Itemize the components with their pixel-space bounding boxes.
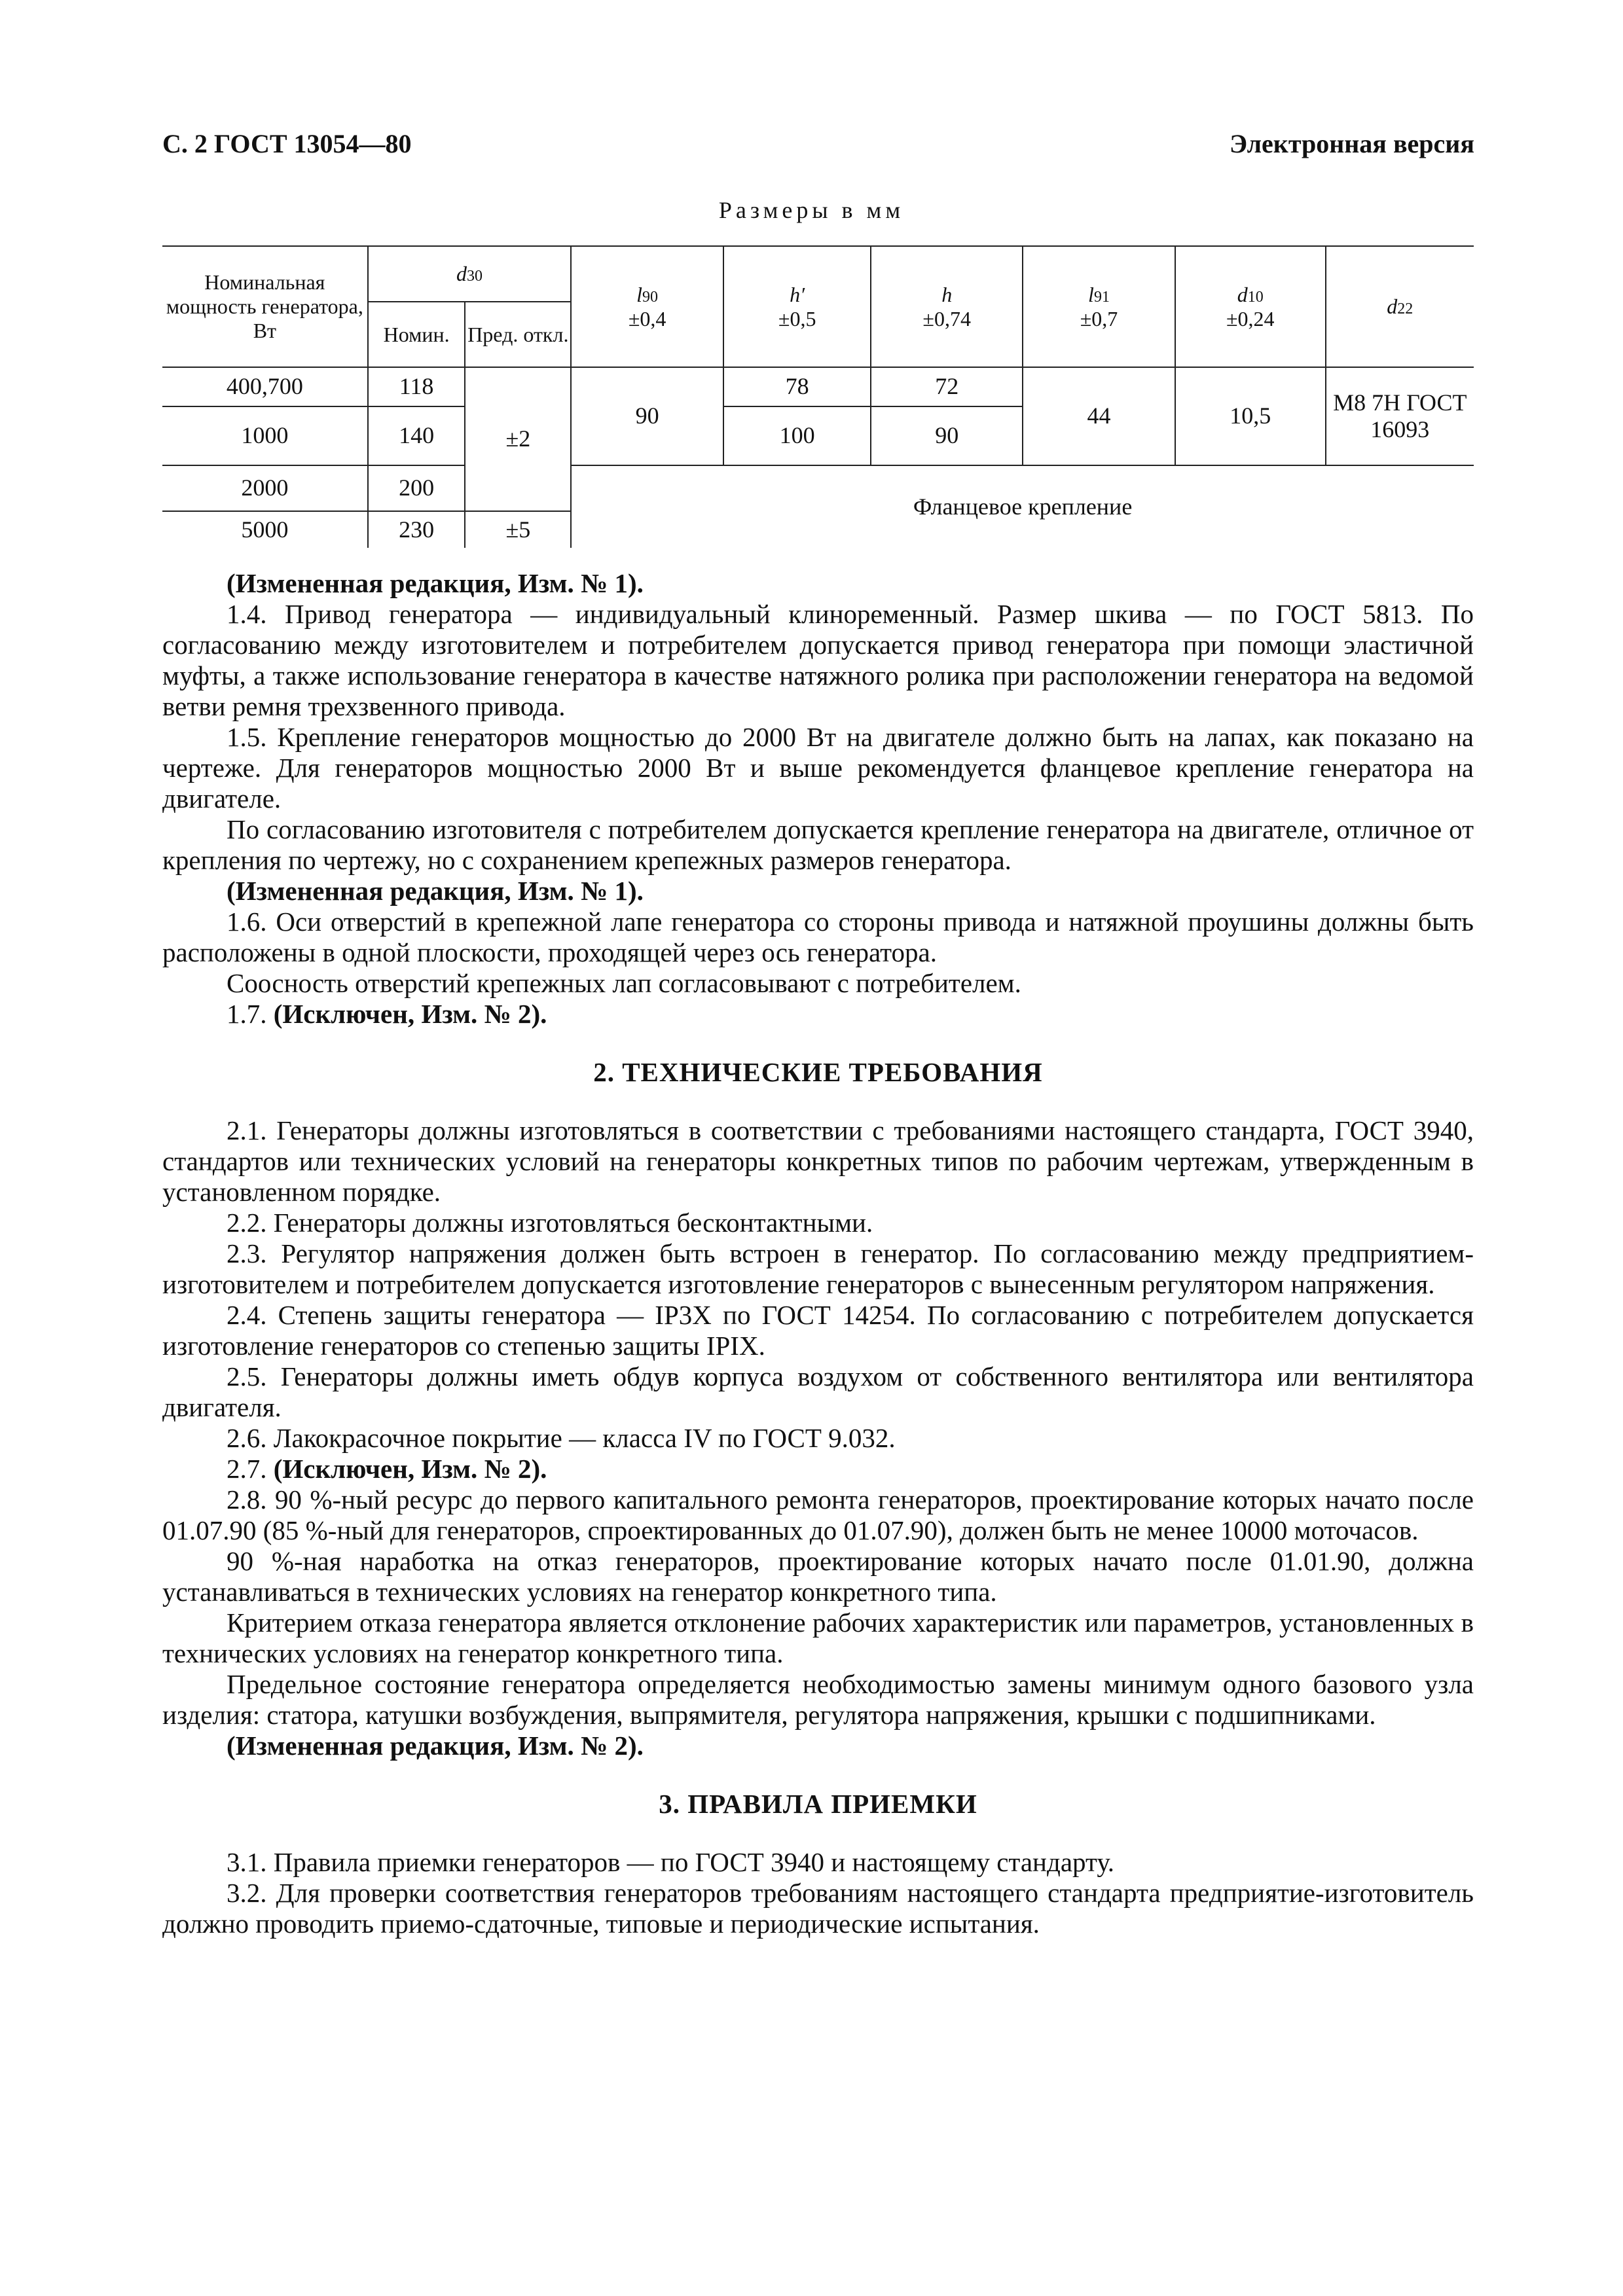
table-units-caption: Размеры в мм: [718, 197, 905, 223]
cell-d30-nominal: 230: [368, 511, 465, 548]
cell-power: 400,700: [162, 367, 368, 406]
header-d10-subscript: 10: [1247, 288, 1264, 306]
cell-h-prime: 100: [723, 406, 871, 465]
header-d22-subscript: 22: [1397, 300, 1413, 318]
header-h-prime-tolerance: ±0,5: [778, 306, 816, 331]
paragraph: Критерием отказа генератора является отклонение рабочих характеристик или параметров, установленных в технических условиях на генератор конкретного типа.: [162, 1607, 1474, 1668]
header-d22: [1326, 246, 1474, 367]
excluded-note: (Исключен, Изм. № 2).: [273, 999, 547, 1029]
amendment-note: (Измененная редакция, Изм. № 1).: [227, 876, 644, 906]
clause-number: 1.7.: [227, 999, 274, 1029]
paragraph: [162, 999, 1474, 1030]
body-text: [162, 568, 1474, 1939]
header-l91-subscript: 91: [1093, 288, 1110, 306]
table-row: [162, 367, 1474, 406]
header-d30-tolerance: Пред. откл.: [465, 302, 571, 367]
cell-flange-mount: Фланцевое крепление: [571, 465, 1474, 548]
header-h-tolerance: ±0,74: [922, 306, 971, 331]
cell-d30-tolerance: ±5: [465, 511, 571, 548]
paragraph: По согласованию изготовителя с потребителем допускается крепление генератора на двигателе, отличное от крепления по чертежу, но с сохранением крепежных размеров генератора.: [162, 814, 1474, 875]
header-h-prime-symbol: h′: [790, 282, 805, 306]
cell-l91-shared: 44: [1023, 367, 1175, 465]
cell-power: 5000: [162, 511, 368, 548]
header-l90-tolerance: ±0,4: [628, 306, 666, 331]
cell-h: 72: [871, 367, 1023, 406]
cell-power: 2000: [162, 465, 368, 511]
header-l90-symbol: l: [636, 282, 643, 306]
paragraph: 2.4. Степень защиты генератора — IP3X по ГОСТ 14254. По согласованию с потребителем допускается изготовление генераторов со степенью защиты IPIX.: [162, 1300, 1474, 1361]
page-header: [162, 128, 1474, 168]
header-h-prime: [723, 246, 871, 367]
paragraph: 1.5. Крепление генераторов мощностью до 2000 Вт на двигателе должно быть на лапах, как показано на чертеже. Для генераторов мощностью 2000 Вт и выше рекомендуется фланцевое крепление генератора на двигателе.: [162, 722, 1474, 814]
paragraph: 3.2. Для проверки соответствия генераторов требованиям настоящего стандарта предприятие-изготовитель должно проводить приемо-сдаточные, типовые и периодические испытания.: [162, 1878, 1474, 1939]
header-d30-symbol: d: [456, 262, 467, 286]
cell-l90-shared: 90: [571, 367, 723, 465]
paragraph: 2.3. Регулятор напряжения должен быть встроен в генератор. По согласованию между предприятием-изготовителем и потребителем допускается изготовление генераторов с вынесенным регулятором напряжения.: [162, 1238, 1474, 1299]
header-d10: [1175, 246, 1326, 367]
header-h: [871, 246, 1023, 367]
cell-d30-nominal: 118: [368, 367, 465, 406]
cell-h: 90: [871, 406, 1023, 465]
header-l91-tolerance: ±0,7: [1080, 306, 1118, 331]
header-version: Электронная версия: [1229, 129, 1474, 158]
paragraph: 2.8. 90 %-ный ресурс до первого капитального ремонта генераторов, проектирование которых начато после 01.07.90 (85 %-ный для генераторов, спроектированных до 01.07.90), должен быть не менее 10000 моточасов.: [162, 1484, 1474, 1545]
header-l91-symbol: l: [1088, 282, 1094, 306]
paragraph: 2.5. Генераторы должны иметь обдув корпуса воздухом от собственного вентилятора или вентилятора двигателя.: [162, 1361, 1474, 1422]
table-header-row: [162, 246, 1474, 302]
dimensions-table: [162, 245, 1474, 548]
header-d10-tolerance: ±0,24: [1226, 306, 1275, 331]
paragraph: 1.4. Привод генератора — индивидуальный клиноременный. Размер шкива — по ГОСТ 5813. По согласованию между изготовителем и потребителем допускается привод генератора при помощи эластичной муфты, а также использование генератора в качестве натяжного ролика при расположении генератора на ведомой ветви ремня трехзвенного привода.: [162, 599, 1474, 721]
header-l90: [571, 246, 723, 367]
amendment-note: (Измененная редакция, Изм. № 2).: [227, 1731, 644, 1761]
paragraph: Предельное состояние генератора определяется необходимостью замены минимум одного базового узла изделия: статора, катушки возбуждения, выпрямителя, регулятора напряжения, крышки с подшипниками.: [162, 1669, 1474, 1730]
table-row: [162, 465, 1474, 511]
paragraph: [162, 1454, 1474, 1484]
header-d30-subscript: 30: [466, 268, 483, 285]
paragraph: 2.6. Лакокрасочное покрытие — класса IV по ГОСТ 9.032.: [227, 1423, 896, 1453]
paragraph: Соосность отверстий крепежных лап согласовывают с потребителем.: [227, 968, 1021, 998]
header-l90-subscript: 90: [642, 288, 659, 306]
header-standard: С. 2 ГОСТ 13054—80: [162, 129, 412, 158]
header-l91: [1023, 246, 1175, 367]
cell-d10-shared: 10,5: [1175, 367, 1326, 465]
paragraph: 3.1. Правила приемки генераторов — по ГОСТ 3940 и настоящему стандарту.: [227, 1847, 1115, 1877]
header-power: Номинальная мощность генератора, Вт: [162, 246, 368, 367]
cell-power: 1000: [162, 406, 368, 465]
cell-d30-tolerance-shared: ±2: [465, 367, 571, 511]
header-d22-symbol: d: [1387, 295, 1398, 319]
section-heading-technical-requirements: 2. ТЕХНИЧЕСКИЕ ТРЕБОВАНИЯ: [593, 1057, 1043, 1087]
section-heading-acceptance-rules: 3. ПРАВИЛА ПРИЕМКИ: [659, 1789, 977, 1819]
header-d10-symbol: d: [1237, 282, 1248, 306]
paragraph: 2.1. Генераторы должны изготовляться в соответствии с требованиями настоящего стандарта, ГОСТ 3940, стандартов или технических условий на генераторы конкретных типов по рабочим чертежам, утвержденным в установленном порядке.: [162, 1115, 1474, 1207]
cell-d30-nominal: 140: [368, 406, 465, 465]
cell-d30-nominal: 200: [368, 465, 465, 511]
header-d30: [368, 246, 571, 302]
amendment-note: (Измененная редакция, Изм. № 1).: [227, 568, 644, 598]
cell-h-prime: 78: [723, 367, 871, 406]
header-d30-nominal: Номин.: [368, 302, 465, 367]
cell-d22-shared: М8 7Н ГОСТ 16093: [1326, 367, 1474, 465]
clause-number: 2.7.: [227, 1454, 274, 1484]
paragraph: 90 %-ная наработка на отказ генераторов, проектирование которых начато после 01.01.90, должна устанавливаться в технических условиях на генератор конкретного типа.: [162, 1546, 1474, 1607]
paragraph: 1.6. Оси отверстий в крепежной лапе генератора со стороны привода и натяжной проушины должны быть расположены в одной плоскости, проходящей через ось генератора.: [162, 906, 1474, 967]
excluded-note: (Исключен, Изм. № 2).: [273, 1454, 547, 1484]
header-h-symbol: h: [941, 282, 953, 306]
paragraph: 2.2. Генераторы должны изготовляться бесконтактными.: [227, 1208, 873, 1238]
